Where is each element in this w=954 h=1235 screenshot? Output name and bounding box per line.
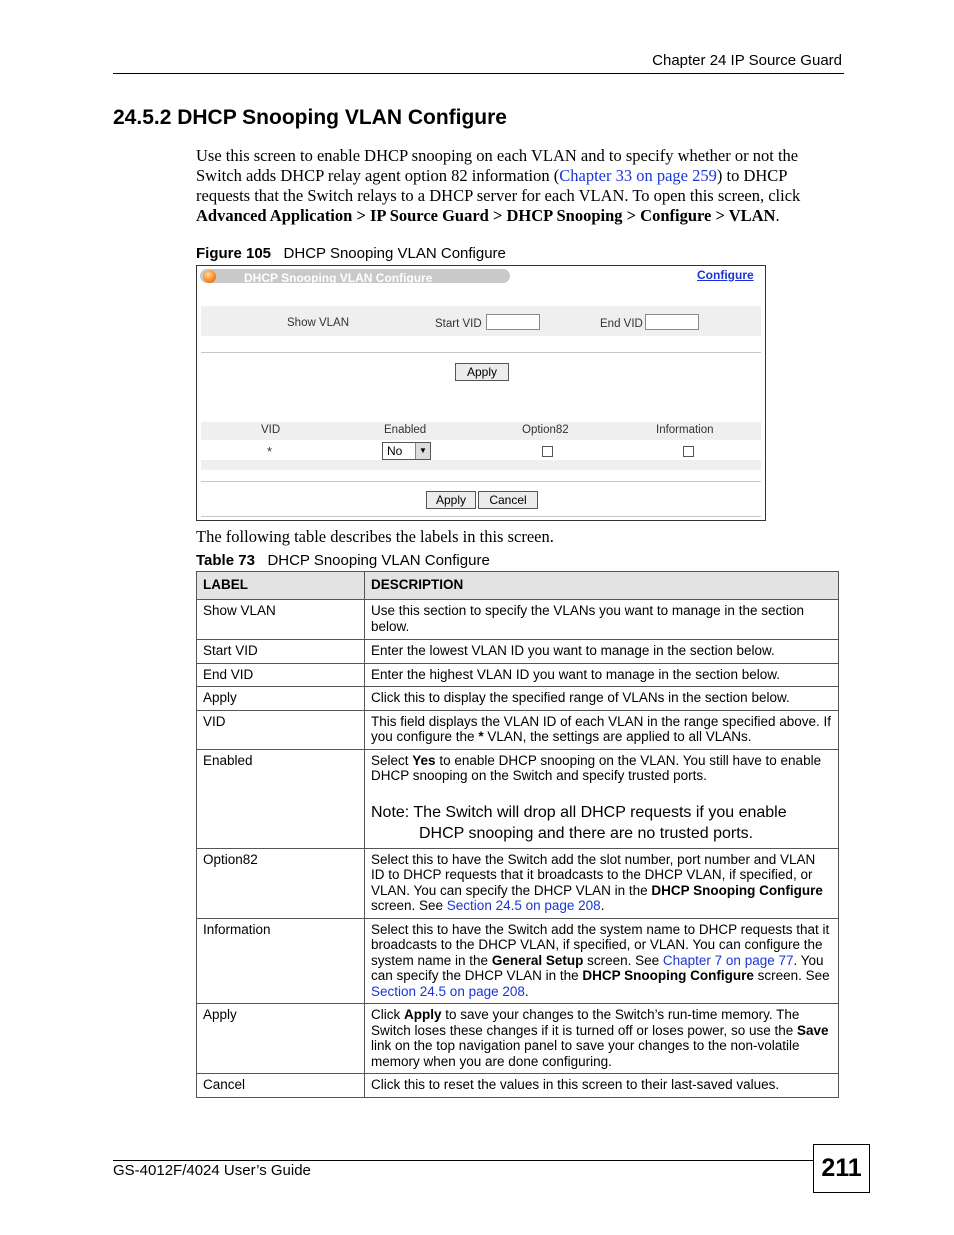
table-row: [197, 848, 839, 918]
end-vid-input[interactable]: [645, 314, 699, 330]
table-row: [197, 1074, 839, 1098]
apply-button[interactable]: Apply: [426, 491, 476, 509]
title-orb-icon: [203, 270, 216, 283]
footer-guide-title: GS-4012F/4024 User’s Guide: [113, 1162, 311, 1179]
row-band: [201, 460, 761, 470]
table-row: [197, 687, 839, 711]
chevron-down-icon: ▼: [415, 443, 430, 459]
col-information: Information: [656, 424, 714, 436]
section-24-5-link[interactable]: Section 24.5 on page 208: [371, 983, 525, 999]
chapter-33-link[interactable]: Chapter 33 on page 259: [559, 166, 717, 185]
row-description: Select this to have the Switch add the system name to DHCP requests that it broadcasts to the DHCP VLAN, if specified, or VLAN. You can configure the system name in the General Setup screen. See Chapter 7 on page 77. You can specify the DHCP VLAN in the DHCP Snooping Configure screen. See Section 24.5 on page 208.: [365, 918, 839, 1004]
enabled-select[interactable]: [382, 442, 431, 460]
col-vid: VID: [261, 424, 281, 436]
page-number: 211: [813, 1144, 870, 1193]
header-description: DESCRIPTION: [365, 572, 839, 600]
table-row: [197, 749, 839, 848]
menu-path: Advanced Application > IP Source Guard > DHCP Snooping > Configure > VLAN: [196, 206, 776, 225]
row-label: Information: [197, 918, 365, 1004]
row-description: Enter the lowest VLAN ID you want to manage in the section below.: [365, 640, 839, 664]
configure-link[interactable]: Configure: [697, 268, 754, 282]
information-checkbox[interactable]: [683, 446, 694, 457]
intro-text-end: .: [775, 206, 780, 225]
figure-screenshot: [196, 265, 766, 521]
row-label: Cancel: [197, 1074, 365, 1098]
table-row: [197, 918, 839, 1004]
row-label: End VID: [197, 663, 365, 687]
row-description: Select Yes to enable DHCP snooping on the VLAN. You still have to enable DHCP snooping on the Switch and specify trusted ports. Note: The Switch will drop all DHCP requests if you enable DHCP snooping and there are no trusted ports.: [365, 749, 839, 848]
row-description: Enter the highest VLAN ID you want to manage in the section below.: [365, 663, 839, 687]
option82-checkbox[interactable]: [542, 446, 553, 457]
intro-paragraph: [196, 146, 836, 226]
divider: [201, 352, 761, 353]
row-description: Use this section to specify the VLANs you want to manage in the section below.: [365, 600, 839, 640]
intro-text-1: Use this screen to enable DHCP snooping on each VLAN and to specify whether or not the Switch adds DHCP relay agent option 82 information (: [196, 146, 799, 185]
row-description: Click this to reset the values in this screen to their last-saved values.: [365, 1074, 839, 1098]
table-caption-text: DHCP Snooping VLAN Configure: [267, 552, 490, 569]
table-label: Table 73: [196, 552, 255, 569]
table-row: [197, 1004, 839, 1074]
figure-caption: [196, 245, 506, 262]
table-row: [197, 600, 839, 640]
row-label: Apply: [197, 687, 365, 711]
start-vid-input[interactable]: [486, 314, 540, 330]
figure-label: Figure 105: [196, 245, 272, 262]
end-vid-label: End VID: [600, 318, 643, 330]
col-option82: Option82: [522, 424, 569, 436]
following-text: The following table describes the labels in this screen.: [196, 527, 554, 546]
chapter-header: Chapter 24 IP Source Guard: [652, 52, 842, 69]
chapter-7-link[interactable]: Chapter 7 on page 77: [662, 952, 794, 968]
show-apply-button[interactable]: Apply: [455, 363, 509, 381]
header-rule: [113, 73, 844, 74]
row-label: VID: [197, 710, 365, 749]
row-label: Apply: [197, 1004, 365, 1074]
section-24-5-link[interactable]: Section 24.5 on page 208: [446, 898, 601, 913]
cancel-button[interactable]: Cancel: [478, 491, 538, 509]
screen-titlebar: [200, 269, 510, 283]
row-label: Start VID: [197, 640, 365, 664]
row-label: Option82: [197, 848, 365, 918]
table-row: [197, 710, 839, 749]
row-description: Select this to have the Switch add the slot number, port number and VLAN ID to DHCP requests that it broadcasts to the DHCP VLAN, if specified, or VLAN. You can specify the DHCP VLAN in the DHCP Snooping Configure screen. See Section 24.5 on page 208.: [365, 848, 839, 918]
header-label: LABEL: [197, 572, 365, 600]
row-description: This field displays the VLAN ID of each VLAN in the range specified above. If you configure the * VLAN, the settings are applied to all VLANs.: [365, 710, 839, 749]
start-vid-label: Start VID: [435, 318, 482, 330]
description-table: [196, 571, 839, 1098]
row-label: Enabled: [197, 749, 365, 848]
table-header-row: [197, 572, 839, 600]
enabled-select-value: No: [387, 444, 403, 458]
divider: [201, 481, 761, 482]
divider: [201, 516, 761, 517]
row-vid: *: [267, 444, 273, 459]
section-title: 24.5.2 DHCP Snooping VLAN Configure: [113, 106, 507, 129]
table-row: [197, 663, 839, 687]
footer-rule: [113, 1160, 813, 1161]
col-enabled: Enabled: [384, 424, 427, 436]
table-caption: [196, 552, 490, 569]
row-label: Show VLAN: [197, 600, 365, 640]
figure-caption-text: DHCP Snooping VLAN Configure: [283, 245, 506, 262]
intro-text-2: ) to DHCP requests that the Switch relays to a DHCP server for each VLAN. To open this screen, click: [196, 166, 801, 205]
row-description: Click Apply to save your changes to the Switch’s run-time memory. The Switch loses these changes if it is turned off or loses power, so use the Save link on the top navigation panel to save your changes to the non-volatile memory when you are done configuring.: [365, 1004, 839, 1074]
show-vlan-label: Show VLAN: [287, 317, 350, 329]
note: Note: The Switch will drop all DHCP requests if you enable DHCP snooping and there are no trusted ports.: [371, 803, 787, 842]
table-row: [197, 640, 839, 664]
row-description: Click this to display the specified range of VLANs in the section below.: [365, 687, 839, 711]
screen-title: DHCP Snooping VLAN Configure: [244, 271, 433, 285]
